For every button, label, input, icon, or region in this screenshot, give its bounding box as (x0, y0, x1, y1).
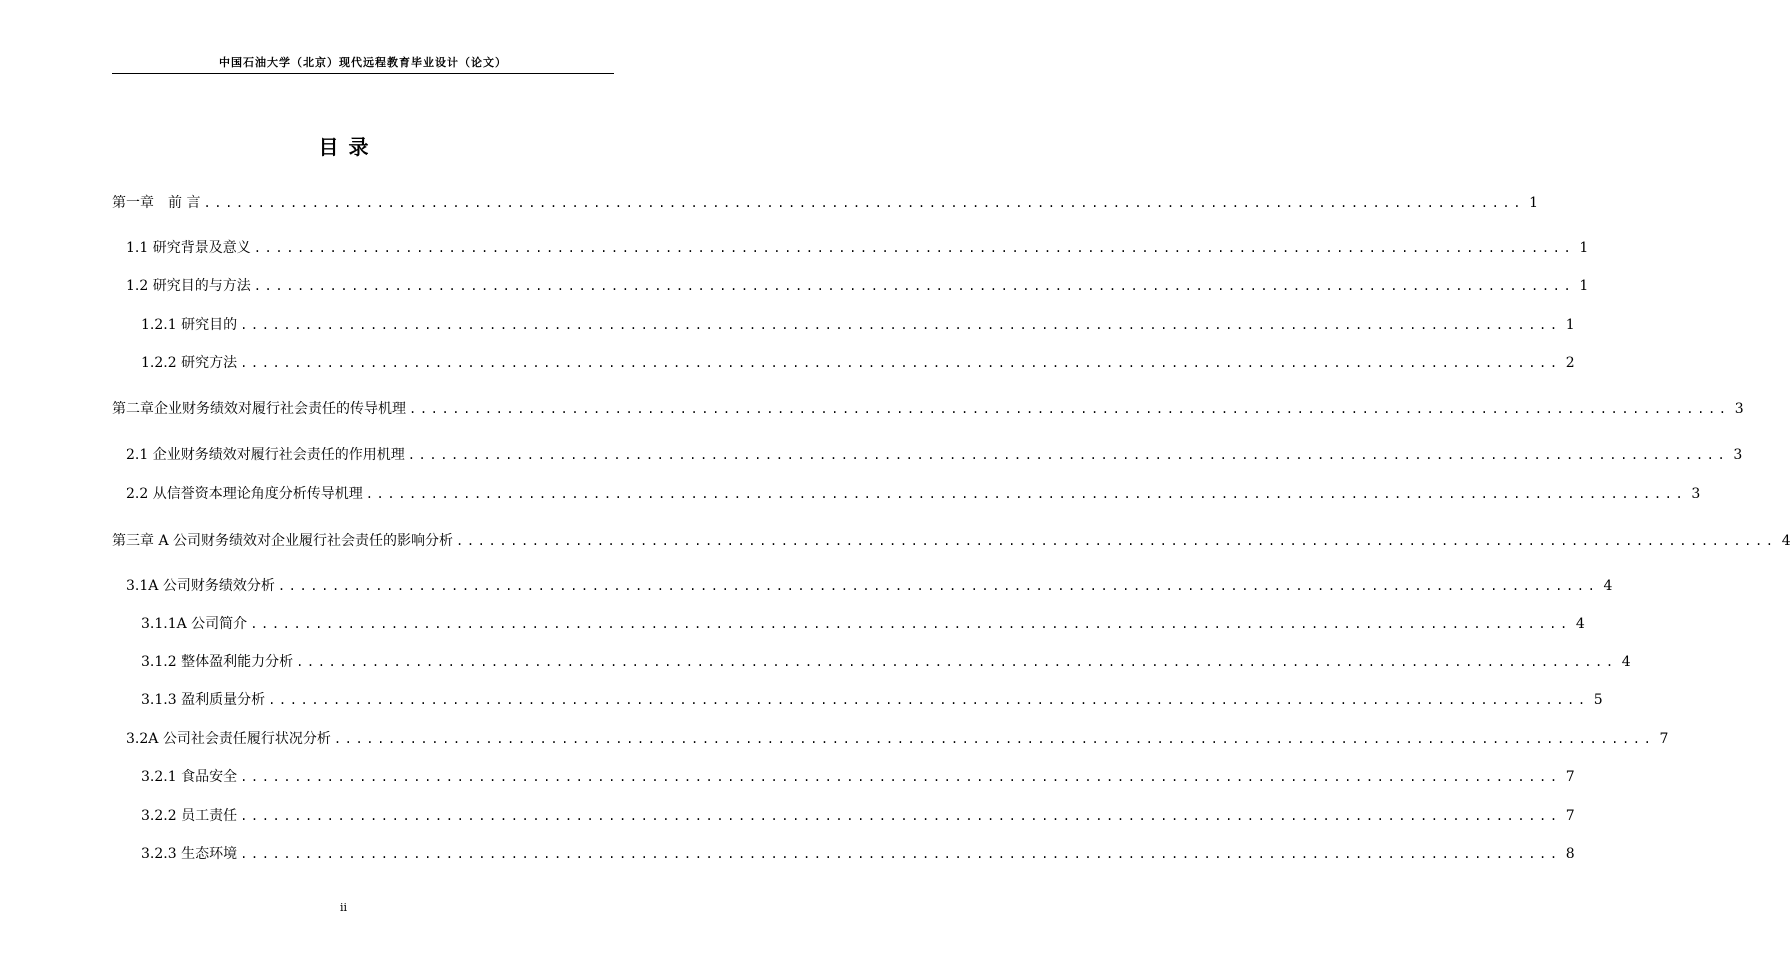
toc-entry-page: 3 (1733, 447, 1743, 463)
toc-entry-page: 1 (1565, 317, 1575, 333)
toc-entry-page: 2 (1565, 355, 1575, 371)
toc-entry-1-2[interactable] (126, 275, 1589, 297)
toc-title: 目录 (318, 135, 379, 159)
toc-entry-page: 3 (1734, 401, 1744, 417)
toc-leader-dots: .......................................................................................................................... (407, 448, 1729, 462)
toc-leader-dots: .......................................................................................................................... (203, 196, 1525, 210)
toc-leader-dots: .......................................................................................................................... (250, 617, 1571, 631)
toc-entry-page: 3 (1691, 486, 1701, 502)
toc-leader-dots: .......................................................................................................................... (333, 732, 1655, 746)
toc-leader-dots: .......................................................................................................................... (240, 770, 1561, 784)
toc-entry-chapter-1[interactable] (112, 192, 1539, 214)
toc-entry-label: 3.1.3 盈利质量分析 (141, 692, 266, 708)
toc-entry-label: 1.2.2 研究方法 (141, 355, 238, 371)
toc-leader-dots: .......................................................................................................................... (240, 318, 1561, 332)
toc-entry-3-2-1[interactable] (141, 766, 1575, 788)
toc-entry-label: 2.1 企业财务绩效对履行社会责任的作用机理 (126, 447, 405, 463)
running-header: 中国石油大学（北京）现代远程教育毕业设计（论文） (219, 56, 507, 69)
toc-entry-label: 3.2.2 员工责任 (141, 808, 238, 824)
toc-leader-dots: .......................................................................................................................... (253, 241, 1575, 255)
toc-entry-label: 第二章企业财务绩效对履行社会责任的传导机理 (112, 401, 406, 417)
toc-entry-label: 第一章 前 言 (112, 195, 201, 211)
toc-entry-page: 7 (1565, 769, 1575, 785)
toc-entry-page: 5 (1593, 692, 1603, 708)
toc-entry-label: 3.2.3 生态环境 (141, 846, 238, 862)
toc-entry-3-2-2[interactable] (141, 805, 1575, 827)
toc-entry-page: 1 (1529, 195, 1539, 211)
toc-entry-1-2-1[interactable] (141, 314, 1575, 336)
toc-leader-dots: .......................................................................................................................... (277, 579, 1599, 593)
toc-entry-1-1[interactable] (126, 237, 1589, 259)
toc-entry-3-2[interactable] (126, 728, 1669, 750)
toc-entry-page: 1 (1579, 240, 1589, 256)
toc-entry-label: 2.2 从信誉资本理论角度分析传导机理 (126, 486, 363, 502)
toc-entry-1-2-2[interactable] (141, 352, 1575, 374)
header-rule (112, 73, 614, 74)
toc-entry-label: 1.1 研究背景及意义 (126, 240, 251, 256)
toc-leader-dots: .......................................................................................................................... (456, 534, 1777, 548)
toc-entry-3-1-2[interactable] (141, 651, 1631, 673)
toc-entry-page: 4 (1575, 616, 1585, 632)
toc-entry-label: 第三章 A 公司财务绩效对企业履行社会责任的影响分析 (112, 533, 454, 549)
toc-entry-page: 1 (1579, 278, 1589, 294)
toc-entry-2-1[interactable] (126, 444, 1743, 466)
toc-entry-label: 1.2 研究目的与方法 (126, 278, 251, 294)
toc-entry-label: 3.2A 公司社会责任履行状况分析 (126, 731, 331, 747)
toc-leader-dots: .......................................................................................................................... (409, 402, 1730, 416)
toc-leader-dots: .......................................................................................................................... (240, 847, 1561, 861)
toc-entry-2-2[interactable] (126, 483, 1701, 505)
toc-entry-3-1-3[interactable] (141, 689, 1603, 711)
toc-entry-chapter-2[interactable] (112, 398, 1744, 420)
toc-entry-3-1-1[interactable] (141, 613, 1585, 635)
toc-entry-page: 7 (1565, 808, 1575, 824)
toc-entry-page: 4 (1621, 654, 1631, 670)
toc-entry-label: 3.1.1A 公司简介 (141, 616, 248, 632)
toc-entry-page: 7 (1659, 731, 1669, 747)
toc-leader-dots: .......................................................................................................................... (240, 356, 1561, 370)
toc-entry-page: 4 (1603, 578, 1613, 594)
toc-entry-label: 1.2.1 研究目的 (141, 317, 238, 333)
toc-entry-3-2-3[interactable] (141, 843, 1575, 865)
toc-leader-dots: .......................................................................................................................... (253, 279, 1575, 293)
toc-entry-label: 3.1A 公司财务绩效分析 (126, 578, 275, 594)
toc-entry-label: 3.2.1 食品安全 (141, 769, 238, 785)
toc-leader-dots: .......................................................................................................................... (296, 655, 1617, 669)
toc-entry-page: 8 (1565, 846, 1575, 862)
toc-entry-page: 4 (1781, 533, 1791, 549)
toc-leader-dots: .......................................................................................................................... (240, 809, 1561, 823)
toc-leader-dots: .......................................................................................................................... (268, 693, 1589, 707)
toc-entry-chapter-3[interactable] (112, 530, 1791, 552)
toc-leader-dots: .......................................................................................................................... (365, 487, 1687, 501)
toc-entry-label: 3.1.2 整体盈利能力分析 (141, 654, 294, 670)
toc-entry-3-1[interactable] (126, 575, 1613, 597)
page-number: ii (339, 901, 348, 914)
